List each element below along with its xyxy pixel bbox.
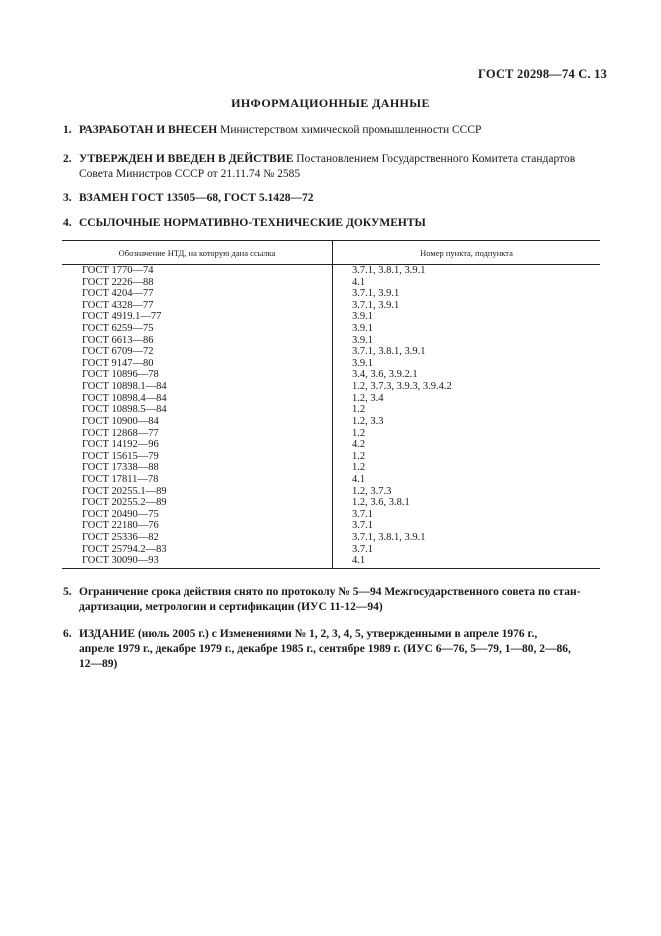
- table-row: [62, 288, 600, 300]
- table-row: [62, 439, 600, 451]
- table-row: [62, 497, 600, 509]
- item-heading: ССЫЛОЧНЫЕ НОРМАТИВНО-ТЕХНИЧЕСКИЕ ДОКУМЕНТЫ: [79, 217, 426, 229]
- cell-document: ГОСТ 4204—77: [62, 288, 333, 300]
- info-item-3: [63, 191, 603, 206]
- cell-document: ГОСТ 12868—77: [62, 428, 333, 440]
- cell-clause: 1.2, 3.7.3: [352, 485, 392, 497]
- cell-clause: 1.2: [352, 450, 366, 462]
- cell-clause: 1.2, 3.6, 3.8.1: [352, 497, 410, 509]
- cell-clause: 4.2: [352, 439, 366, 451]
- item-number: 4.: [63, 217, 72, 229]
- cell-document: ГОСТ 6709—72: [62, 346, 333, 358]
- table-row: [62, 393, 600, 405]
- cell-document: ГОСТ 25794.2—83: [62, 544, 333, 556]
- cell-clause: 1.2, 3.3: [352, 415, 384, 427]
- cell-document: ГОСТ 20490—75: [62, 509, 333, 521]
- item-text: Министерством химической промышленности СССР: [220, 124, 482, 136]
- cell-document: ГОСТ 2226—88: [62, 277, 333, 289]
- cell-document: ГОСТ 4328—77: [62, 300, 333, 312]
- item-number: 1.: [63, 124, 72, 136]
- cell-document: ГОСТ 6259—75: [62, 323, 333, 335]
- table-row: [62, 486, 600, 498]
- cell-clause: 3.9.1: [352, 334, 373, 346]
- info-item-2: [63, 152, 603, 182]
- cell-clause: 3.9.1: [352, 323, 373, 335]
- table-row: [62, 311, 600, 323]
- table-row: [62, 277, 600, 289]
- table-row: [62, 474, 600, 486]
- cell-clause: 3.9.1: [352, 311, 373, 323]
- item-heading: УТВЕРЖДЕН И ВВЕДЕН В ДЕЙСТВИЕ: [79, 153, 294, 165]
- item-number: 3.: [63, 192, 72, 204]
- cell-clause: 3.7.1, 3.8.1, 3.9.1: [352, 265, 426, 276]
- item-number: 6.: [63, 628, 72, 640]
- cell-document: ГОСТ 9147—80: [62, 358, 333, 370]
- item-heading: РАЗРАБОТАН И ВНЕСЕН: [79, 124, 218, 136]
- cell-clause: 3.7.1, 3.8.1, 3.9.1: [352, 532, 426, 544]
- table-row: [62, 520, 600, 532]
- table-row: [62, 265, 600, 277]
- cell-clause: 3.9.1: [352, 357, 373, 369]
- cell-clause: 3.7.1: [352, 520, 373, 532]
- cell-clause: 1.2, 3.7.3, 3.9.3, 3.9.4.2: [352, 381, 452, 393]
- item-text: Ограничение срока действия снято по протоколу № 5—94 Межгосударственного совета по стан-: [79, 586, 581, 598]
- item-text-continuation: Совета Министров СССР от 21.11.74 № 2585: [79, 168, 301, 180]
- cell-document: ГОСТ 10898.5—84: [62, 404, 333, 416]
- cell-clause: 3.7.1, 3.9.1: [352, 299, 400, 311]
- item-text: Постановлением Государственного Комитета стандартов: [296, 153, 576, 165]
- table-row: [62, 369, 600, 381]
- cell-document: ГОСТ 10896—78: [62, 369, 333, 381]
- table-row: [62, 428, 600, 440]
- cell-clause: 3.7.1: [352, 508, 373, 520]
- cell-document: ГОСТ 10898.1—84: [62, 381, 333, 393]
- column-header-clause: Номер пункта, подпункта: [333, 241, 601, 265]
- document-title: ИНФОРМАЦИОННЫЕ ДАННЫЕ: [231, 96, 430, 110]
- info-item-1: [63, 123, 603, 138]
- table-row: [62, 462, 600, 474]
- cell-clause: 3.4, 3.6, 3.9.2.1: [352, 369, 418, 381]
- info-item-4: [63, 216, 603, 231]
- cell-clause: 1.2: [352, 462, 366, 474]
- cell-clause: 4.1: [352, 473, 366, 485]
- info-item-6: [63, 627, 603, 672]
- table-body: [62, 265, 600, 569]
- cell-document: ГОСТ 4919.1—77: [62, 311, 333, 323]
- table-row: [62, 335, 600, 347]
- cell-document: ГОСТ 30090—93: [62, 555, 333, 569]
- table-row: [62, 451, 600, 463]
- table-row: [62, 404, 600, 416]
- cell-document: ГОСТ 10898.4—84: [62, 393, 333, 405]
- table-row: [62, 555, 600, 569]
- table-row: [62, 346, 600, 358]
- table-row: [62, 300, 600, 312]
- table-row: [62, 358, 600, 370]
- cell-document: ГОСТ 10900—84: [62, 416, 333, 428]
- cell-document: ГОСТ 22180—76: [62, 520, 333, 532]
- cell-document: ГОСТ 1770—74: [62, 265, 333, 277]
- item-text-continuation: апреле 1979 г., декабре 1979 г., декабре 1985 г., сентябре 1989 г. (ИУС 6—76, 5—79, 1—80, 2—86,: [79, 643, 571, 655]
- table-row: [62, 509, 600, 521]
- table-row: [62, 381, 600, 393]
- item-number: 5.: [63, 586, 72, 598]
- cell-document: ГОСТ 17338—88: [62, 462, 333, 474]
- item-text-continuation: дартизации, метрологии и сертификации (ИУС 11-12—94): [79, 601, 383, 613]
- column-header-document: Обозначение НТД, на которую дана ссылка: [62, 241, 333, 265]
- item-number: 2.: [63, 153, 72, 165]
- reference-documents-table: [62, 240, 600, 569]
- table-row: [62, 532, 600, 544]
- cell-clause: 1.2, 3.4: [352, 392, 384, 404]
- table-row: [62, 416, 600, 428]
- cell-clause: 3.7.1, 3.8.1, 3.9.1: [352, 346, 426, 358]
- cell-clause: 4.1: [333, 555, 601, 569]
- cell-clause: 4.1: [352, 276, 366, 288]
- cell-clause: 1.2: [352, 427, 366, 439]
- cell-document: ГОСТ 20255.2—89: [62, 497, 333, 509]
- item-text-continuation: 12—89): [79, 658, 118, 670]
- table-row: [62, 544, 600, 556]
- table-row: [62, 323, 600, 335]
- cell-document: ГОСТ 6613—86: [62, 335, 333, 347]
- item-text: (июль 2005 г.) с Изменениями № 1, 2, 3, 4, 5, утвержденными в апреле 1976 г.,: [137, 628, 538, 640]
- info-item-5: [63, 585, 603, 615]
- cell-document: ГОСТ 20255.1—89: [62, 486, 333, 498]
- cell-clause: 3.7.1, 3.9.1: [352, 288, 400, 300]
- cell-document: ГОСТ 14192—96: [62, 439, 333, 451]
- cell-document: ГОСТ 15615—79: [62, 451, 333, 463]
- cell-document: ГОСТ 17811—78: [62, 474, 333, 486]
- page-header-reference: ГОСТ 20298—74 С. 13: [478, 67, 607, 81]
- item-heading: ИЗДАНИЕ: [79, 628, 136, 640]
- table-header-row: [62, 241, 600, 265]
- cell-clause: 1.2: [352, 404, 366, 416]
- cell-document: ГОСТ 25336—82: [62, 532, 333, 544]
- item-heading: ВЗАМЕН ГОСТ 13505—68, ГОСТ 5.1428—72: [79, 192, 314, 204]
- cell-clause: 3.7.1: [352, 543, 373, 555]
